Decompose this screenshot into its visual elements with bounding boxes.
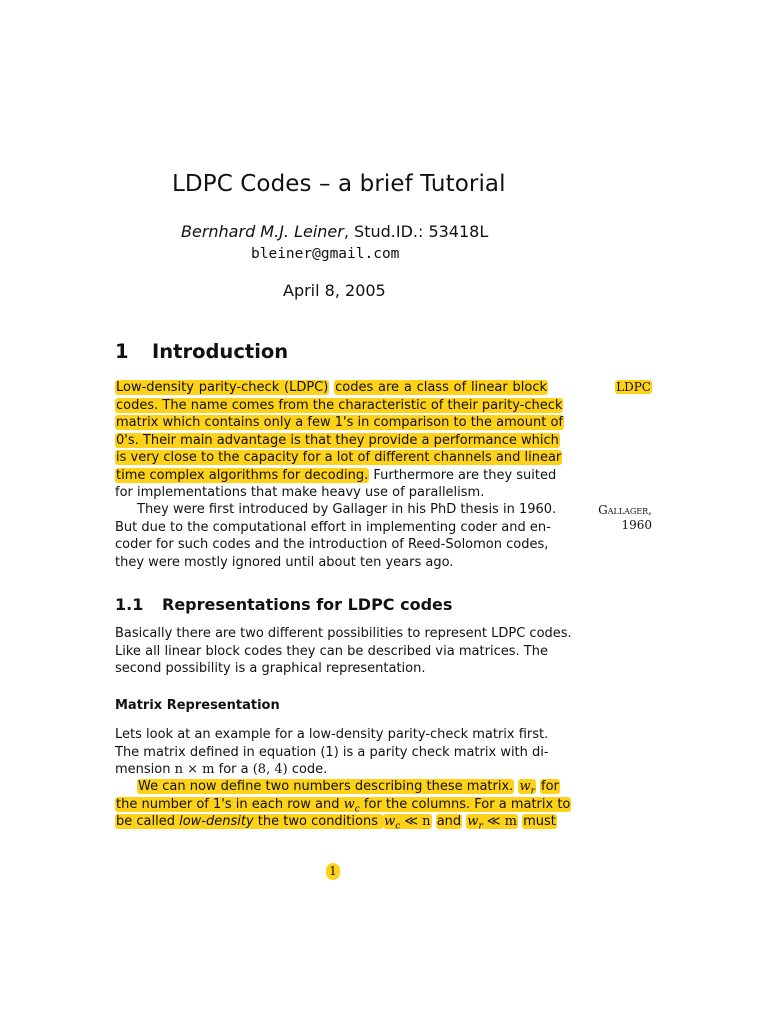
plain-text: code.	[287, 762, 328, 777]
highlight[interactable]: for	[541, 779, 559, 794]
text-line	[115, 796, 571, 815]
text-line: coder for such codes and the introduction of Reed-Solomon codes,	[115, 537, 549, 552]
highlight[interactable]: LDPC	[616, 380, 651, 394]
math-wr: w	[519, 779, 531, 794]
paragraph-heading-matrix: Matrix Representation	[115, 698, 280, 713]
matrix-paragraph-2	[115, 778, 571, 832]
subsection-heading-representations	[115, 595, 452, 614]
text-line	[115, 813, 556, 832]
highlight[interactable]: codes. The name comes from the characteristic of their parity-check	[116, 397, 563, 413]
text-line	[115, 379, 548, 397]
representations-paragraph	[115, 625, 572, 678]
plain-text: Furthermore are they suited	[369, 467, 557, 483]
math-condition-2-rest: ≪ m	[482, 814, 517, 829]
text-line: they were mostly ignored until about ten years ago.	[115, 554, 454, 570]
document-title: LDPC Codes – a brief Tutorial	[172, 171, 506, 197]
text-line: Basically there are two different possibilities to represent LDPC codes.	[115, 626, 572, 641]
math-sub: c	[354, 804, 360, 815]
text-line: second possibility is a graphical representation.	[115, 661, 426, 676]
plain-text: mension	[115, 762, 175, 777]
highlight[interactable]: is very close to the capacity for a lot of different channels and linear	[116, 450, 562, 465]
math-condition-1: w	[384, 814, 396, 829]
emphasis-low-density: low-density	[179, 814, 254, 829]
text-line	[115, 467, 557, 485]
section-heading-introduction	[115, 340, 288, 363]
document-date: April 8, 2005	[283, 281, 386, 300]
highlight[interactable]	[115, 796, 571, 815]
text-line	[115, 761, 548, 779]
text-line: Like all linear block codes they can be described via matrices. The	[115, 643, 548, 659]
highlight[interactable]: and	[436, 814, 462, 829]
highlight[interactable]	[383, 814, 431, 832]
margin-note-gallager	[542, 503, 652, 533]
margin-note-name: Gallager,	[598, 503, 652, 517]
text-line	[115, 397, 563, 415]
page-number[interactable]: 1	[326, 863, 340, 880]
highlight[interactable]: matrix which contains only a few 1's in comparison to the amount of	[116, 415, 563, 430]
highlight[interactable]	[115, 814, 383, 829]
math-wc: w	[343, 796, 355, 812]
plain-text: for the columns. For a matrix to	[359, 796, 571, 812]
highlight[interactable]: We can now define two numbers describing these matrix.	[138, 779, 514, 794]
text-line: They were first introduced by Gallager in his PhD thesis in 1960.	[137, 502, 557, 517]
text-line	[115, 414, 563, 432]
author-line	[181, 222, 488, 241]
highlight[interactable]	[466, 814, 518, 832]
math-dimension: n × m	[174, 762, 215, 777]
math-sub: r	[478, 821, 483, 832]
author-id: , Stud.ID.: 53418L	[343, 222, 489, 241]
text-line	[115, 432, 559, 450]
author-name: Bernhard M.J. Leiner	[181, 222, 344, 241]
math-sub: r	[530, 786, 535, 797]
highlight[interactable]: time complex algorithms for decoding.	[116, 467, 369, 483]
intro-paragraph-2	[115, 501, 557, 571]
highlight[interactable]: Low-density parity-check (LDPC)	[116, 380, 329, 395]
highlight[interactable]	[518, 779, 535, 797]
section-title: Introduction	[152, 340, 289, 363]
subsection-number: 1.1	[115, 595, 144, 614]
math-condition-2: w	[467, 814, 479, 829]
section-number: 1	[115, 340, 129, 363]
math-sub: c	[395, 821, 401, 832]
plain-text: the two conditions	[253, 814, 383, 829]
text-line	[115, 778, 559, 797]
subsection-title: Representations for LDPC codes	[162, 595, 453, 614]
text-line: But due to the computational effort in implementing coder and en-	[115, 519, 551, 535]
intro-paragraph-1	[115, 379, 563, 502]
author-email[interactable]: bleiner@gmail.com	[251, 246, 400, 262]
math-condition-1-rest: ≪ n	[400, 814, 431, 829]
text-line	[115, 449, 562, 467]
text-line: for implementations that make heavy use of parallelism.	[115, 485, 485, 500]
highlight[interactable]: 0's. Their main advantage is that they provide a performance which	[116, 432, 559, 448]
text-line: Lets look at an example for a low-density parity-check matrix first.	[115, 727, 549, 742]
matrix-paragraph-1	[115, 726, 548, 779]
highlight[interactable]: must	[523, 814, 556, 829]
margin-note-year: 1960	[621, 518, 652, 532]
text-line: The matrix defined in equation (1) is a parity check matrix with di-	[115, 744, 549, 760]
plain-text: for a	[214, 762, 253, 777]
math-code-params: (8, 4)	[252, 762, 288, 777]
plain-text: the number of 1's in each row and	[116, 796, 344, 812]
plain-text: be called	[116, 814, 180, 829]
highlight[interactable]: codes are a class of linear block	[335, 380, 547, 395]
margin-note-ldpc	[542, 380, 652, 395]
